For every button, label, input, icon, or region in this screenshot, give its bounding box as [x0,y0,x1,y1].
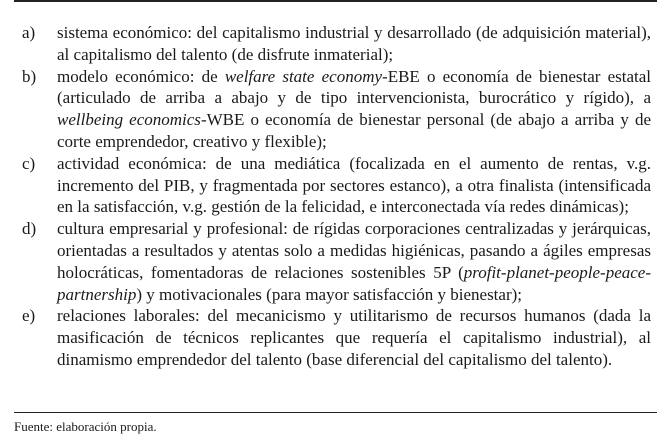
item-text [57,22,651,66]
item-text [57,66,651,153]
item-text-run: -WBE o economía de bienestar personal (de abajo a arriba y de corte emprendedor, creativo y flexible); [57,110,651,151]
top-rule [14,0,657,2]
list-item-c [22,153,651,218]
list-item-d [22,218,651,305]
item-text-run: cultura empresarial y profesional: de rígidas corporaciones centralizadas y jerárquicas, orientadas a resultados y atentas solo a medidas higiénicas, pasando a ágiles empresas holocráticas, fomentadoras de relaciones sostenibles 5P ( [57,219,651,282]
item-text-run: modelo económico: de [57,66,225,86]
item-text-run: relaciones laborales: del mecanicismo y utilitarismo de recursos humanos (dada la masificación de técnicos replicantes que requería el capitalismo industrial), al dinamismo emprendedor del talento (base diferencial del capitalismo del talento). [57,306,651,369]
item-text-italic: profit-planet-people-peace-partnership [57,262,651,304]
list-item-e [22,305,651,370]
item-marker: c) [22,153,36,173]
item-marker: a) [22,23,36,42]
item-text-italic: welfare state economy [224,66,383,86]
item-marker: d) [22,219,37,239]
item-marker: e) [22,306,36,326]
list-item-a [22,22,651,66]
enumerated-list [22,22,651,371]
list-item-b [22,66,651,153]
item-text [57,153,651,218]
item-marker: b) [22,66,37,86]
bottom-rule [14,412,657,413]
item-text-run: ) y motivacionales (para mayor satisfacción y bienestar); [136,284,522,304]
item-text [57,218,651,305]
source-footnote: Fuente: elaboración propia. [14,419,157,434]
item-text-italic: wellbeing economics [57,110,201,130]
item-text-run: sistema económico: del capitalismo industrial y desarrollado (de adquisición material), al capitalismo del talento (de disfrute inmaterial); [57,23,651,64]
item-text [57,305,651,370]
item-text-run: actividad económica: de una mediática (focalizada en el aumento de rentas, v.g. incremento del PIB, y fragmentada por sectores estanco), a otra finalista (intensificada en la satisfacción, v.g. gestión de la felicidad, e interconectada vía redes dinámicas); [57,153,651,217]
item-text-run: -EBE o economía de bienestar estatal (articulado de arriba a abajo y de tipo intervencionista, burocrático y rígido), a [57,66,651,108]
